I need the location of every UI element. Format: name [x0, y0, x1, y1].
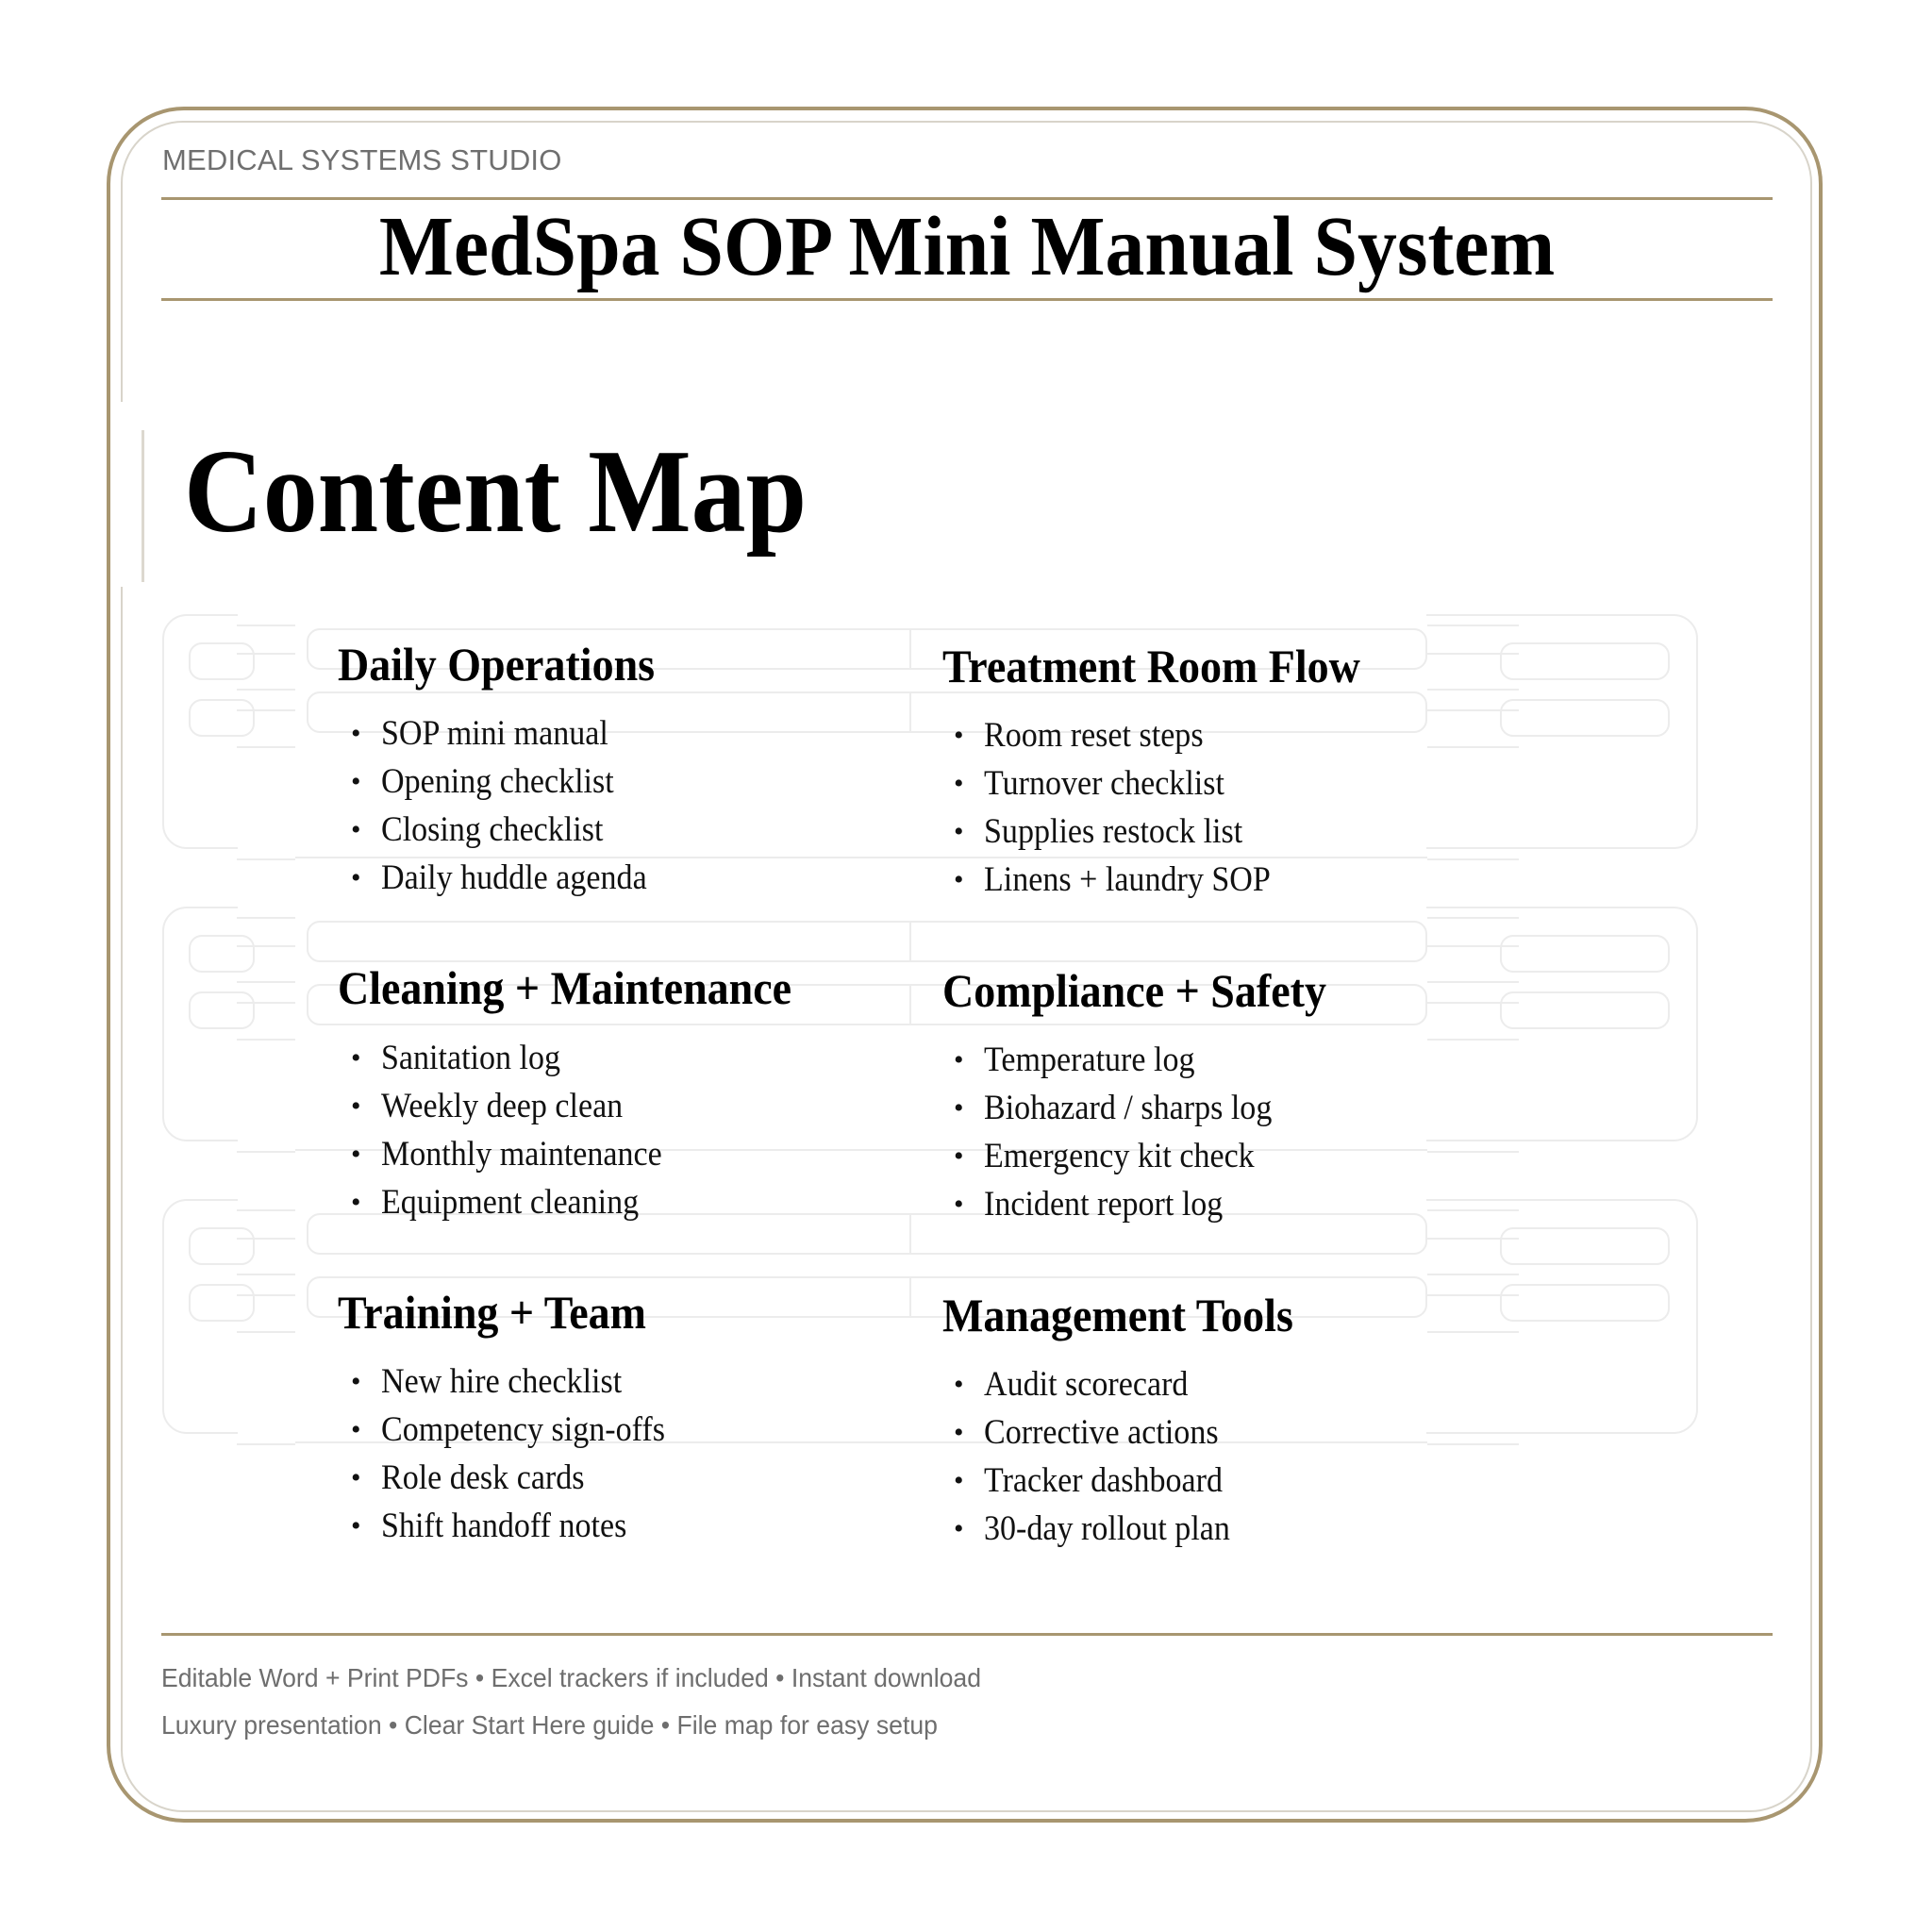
ghost-line: [1427, 981, 1519, 983]
bullet-icon: •: [954, 1189, 964, 1220]
list-item: • Competency sign-offs: [381, 1406, 690, 1454]
list-item: • Emergency kit check: [984, 1132, 1297, 1180]
ghost-line: [1427, 709, 1519, 711]
footer-rule: [161, 1633, 1773, 1636]
list-item: • Opening checklist: [381, 758, 670, 806]
ghost-line: [237, 1002, 295, 1004]
list-item: • Weekly deep clean: [381, 1082, 687, 1130]
list-item: • Role desk cards: [381, 1454, 690, 1502]
ghost-line: [1427, 858, 1519, 860]
ghost-line: [237, 945, 295, 947]
heading-accent-bar: [142, 430, 144, 582]
ghost-line: [237, 625, 295, 626]
ghost-line: [237, 1209, 295, 1211]
ghost-line: [1427, 1331, 1519, 1333]
footer-features-line-1: Editable Word + Print PDFs • Excel trackers if included • Instant download: [161, 1663, 981, 1692]
section-items: [954, 1036, 1297, 1228]
section-title: Treatment Room Flow: [942, 640, 1360, 692]
list-item: • Equipment cleaning: [381, 1178, 687, 1226]
ghost-line: [237, 917, 295, 919]
ghost-line: [909, 1276, 911, 1318]
section-title: Cleaning + Maintenance: [338, 961, 792, 1014]
ghost-line: [237, 746, 295, 748]
list-item: • Biohazard / sharps log: [984, 1084, 1297, 1132]
list-item: • Shift handoff notes: [381, 1502, 690, 1550]
ghost-box: [1500, 642, 1670, 680]
title-rule-bottom: [161, 298, 1773, 301]
bullet-icon: •: [351, 814, 361, 845]
bullet-icon: •: [351, 1462, 361, 1493]
bullet-icon: •: [351, 1139, 361, 1170]
ghost-line: [909, 628, 911, 670]
bullet-icon: •: [351, 1187, 361, 1218]
ghost-line: [1427, 917, 1519, 919]
list-item: • Linens + laundry SOP: [984, 856, 1295, 904]
ghost-line: [909, 984, 911, 1025]
bullet-icon: •: [351, 766, 361, 797]
ghost-line: [1427, 945, 1519, 947]
ghost-line: [909, 691, 911, 733]
ghost-box: [1500, 1284, 1670, 1322]
bullet-icon: •: [351, 718, 361, 749]
ghost-box: [1500, 1227, 1670, 1265]
bullet-icon: •: [954, 1465, 964, 1496]
list-item: • Closing checklist: [381, 806, 670, 854]
ghost-line: [909, 921, 911, 962]
bullet-icon: •: [954, 1417, 964, 1448]
section-title: Training + Team: [338, 1286, 646, 1339]
ghost-line: [237, 858, 295, 860]
bullet-icon: •: [954, 816, 964, 847]
bullet-icon: •: [954, 1369, 964, 1400]
ghost-strip: [307, 921, 1427, 962]
ghost-line: [237, 1331, 295, 1333]
list-item: • Tracker dashboard: [984, 1457, 1252, 1505]
ghost-box: [189, 935, 255, 973]
ghost-line: [1427, 1238, 1519, 1240]
ghost-line: [1427, 1443, 1519, 1445]
ghost-line: [237, 709, 295, 711]
ghost-line: [1427, 1209, 1519, 1211]
ghost-box: [189, 1284, 255, 1322]
list-item: • Supplies restock list: [984, 808, 1295, 856]
ghost-line: [237, 1274, 295, 1275]
ghost-line: [237, 653, 295, 655]
bullet-icon: •: [954, 720, 964, 751]
list-item: • Incident report log: [984, 1180, 1297, 1228]
section-title: Compliance + Safety: [942, 964, 1326, 1017]
section-items: [351, 1357, 690, 1550]
ghost-line: [237, 689, 295, 691]
list-item: • Corrective actions: [984, 1408, 1252, 1457]
document-title: MedSpa SOP Mini Manual System: [378, 200, 1556, 293]
list-item: • Turnover checklist: [984, 759, 1295, 808]
ghost-box: [189, 699, 255, 737]
section-title: Management Tools: [942, 1289, 1293, 1341]
list-item: • Audit scorecard: [984, 1360, 1252, 1408]
ghost-line: [237, 1238, 295, 1240]
ghost-line: [1427, 1294, 1519, 1296]
bullet-icon: •: [954, 1044, 964, 1075]
ghost-line: [1427, 1151, 1519, 1153]
list-item: • Monthly maintenance: [381, 1130, 687, 1178]
ghost-line: [1427, 689, 1519, 691]
list-item: • Room reset steps: [984, 711, 1295, 759]
list-item: • New hire checklist: [381, 1357, 690, 1406]
bullet-icon: •: [954, 1092, 964, 1124]
ghost-box: [1500, 699, 1670, 737]
ghost-line: [237, 1443, 295, 1445]
ghost-line: [909, 1213, 911, 1255]
ghost-box: [1500, 991, 1670, 1029]
ghost-line: [1427, 1274, 1519, 1275]
bullet-icon: •: [351, 1414, 361, 1445]
section-items: [954, 711, 1295, 904]
section-items: [351, 709, 670, 902]
ghost-box: [1500, 935, 1670, 973]
bullet-icon: •: [351, 862, 361, 893]
bullet-icon: •: [351, 1042, 361, 1074]
bullet-icon: •: [954, 864, 964, 895]
ghost-line: [1427, 625, 1519, 626]
list-item: • Daily huddle agenda: [381, 854, 670, 902]
ghost-line: [1427, 1039, 1519, 1041]
ghost-line: [237, 1294, 295, 1296]
ghost-line: [237, 981, 295, 983]
ghost-box: [189, 991, 255, 1029]
ghost-line: [1427, 653, 1519, 655]
list-item: • 30-day rollout plan: [984, 1505, 1252, 1553]
section-title: Daily Operations: [338, 638, 656, 691]
bullet-icon: •: [954, 1513, 964, 1544]
bullet-icon: •: [351, 1510, 361, 1541]
list-item: • Sanitation log: [381, 1034, 687, 1082]
bullet-icon: •: [351, 1091, 361, 1122]
bullet-icon: •: [954, 768, 964, 799]
ghost-box: [189, 1227, 255, 1265]
frame-gap: [119, 402, 126, 587]
section-items: [954, 1360, 1252, 1553]
ghost-line: [237, 1151, 295, 1153]
bullet-icon: •: [351, 1366, 361, 1397]
page-heading: Content Map: [184, 426, 808, 558]
ghost-line: [237, 1039, 295, 1041]
ghost-line: [1427, 746, 1519, 748]
ghost-line: [1427, 1002, 1519, 1004]
ghost-box: [189, 642, 255, 680]
section-items: [351, 1034, 687, 1226]
list-item: • Temperature log: [984, 1036, 1297, 1084]
brand-eyebrow: MEDICAL SYSTEMS STUDIO: [162, 143, 562, 176]
bullet-icon: •: [954, 1141, 964, 1172]
footer-features-line-2: Luxury presentation • Clear Start Here guide • File map for easy setup: [161, 1710, 938, 1740]
list-item: • SOP mini manual: [381, 709, 670, 758]
